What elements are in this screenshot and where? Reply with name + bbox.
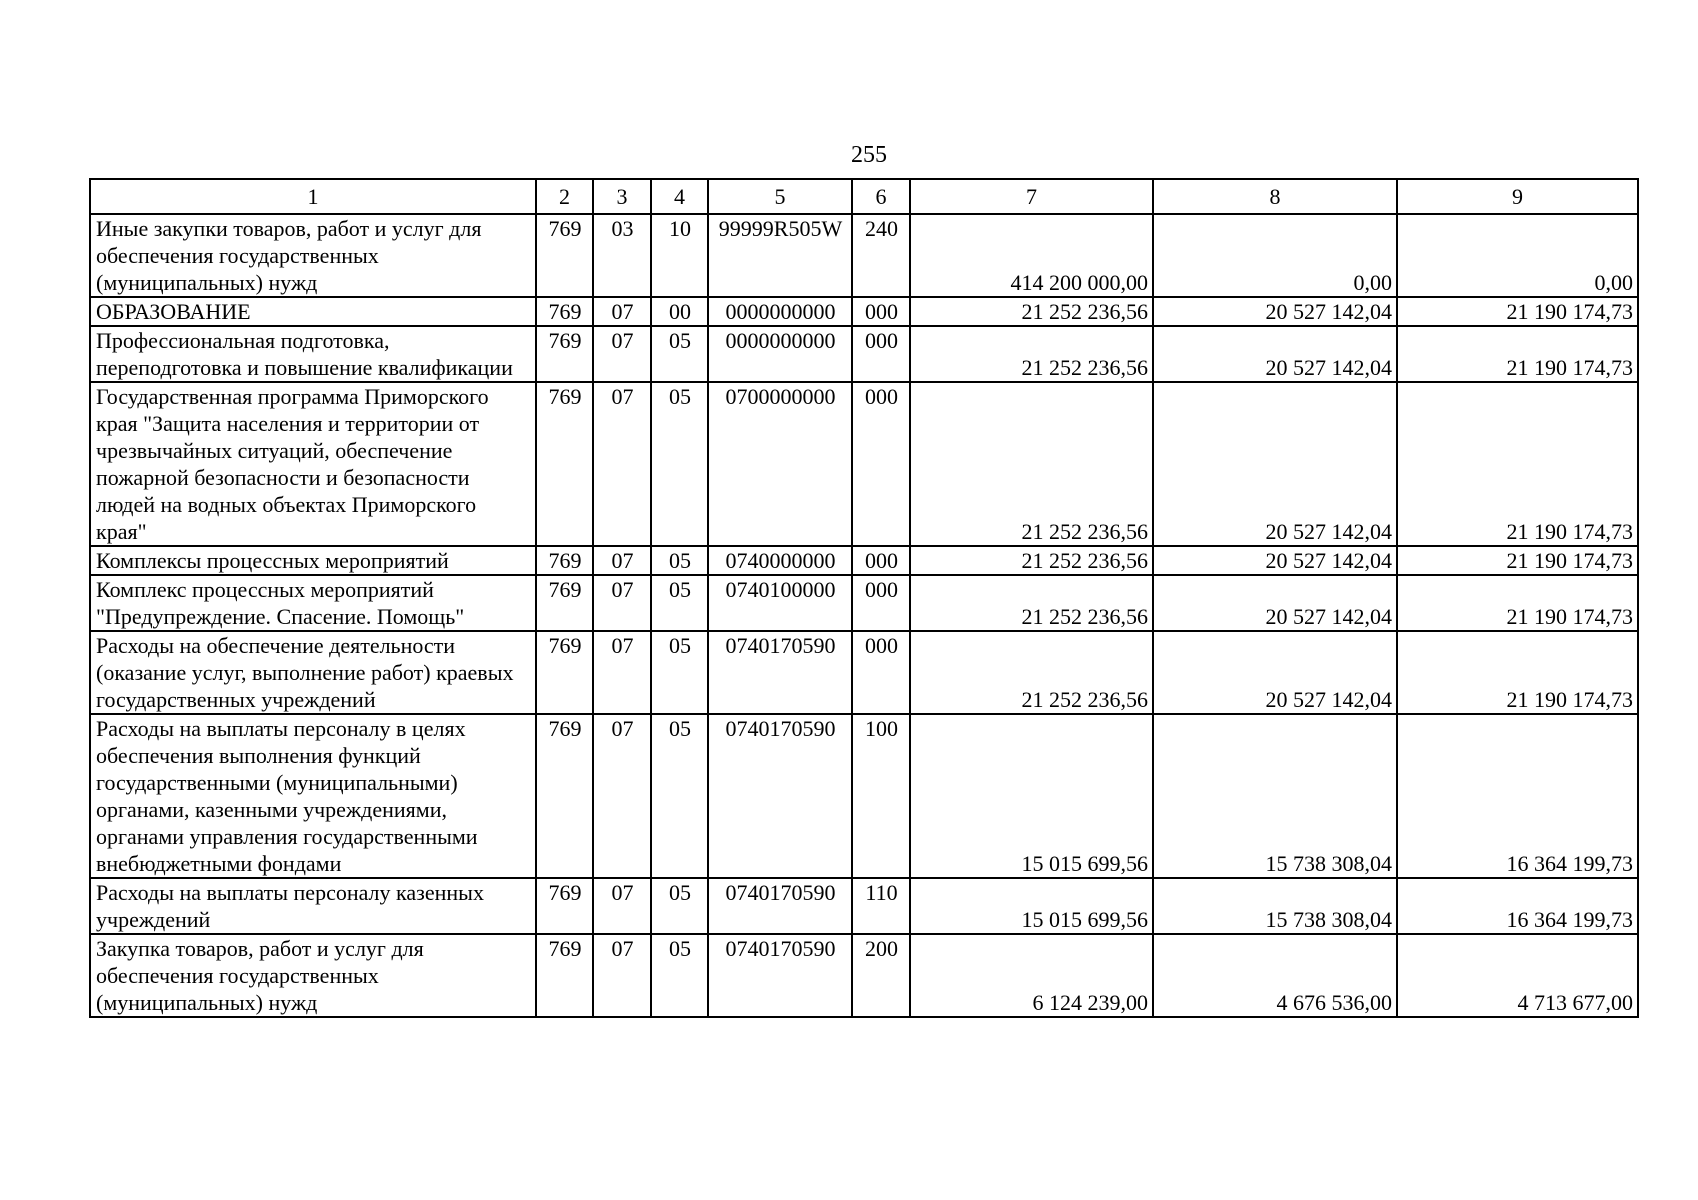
amount-col9-cell: 21 190 174,73 [1397, 546, 1638, 575]
subsection-code-cell: 10 [651, 214, 708, 297]
expense-type-cell: 000 [852, 382, 910, 546]
section-code-cell: 07 [593, 575, 651, 631]
admin-code-cell: 769 [536, 878, 593, 934]
column-header: 6 [852, 179, 910, 214]
amount-col8-cell: 20 527 142,04 [1153, 631, 1397, 714]
section-code-cell: 07 [593, 631, 651, 714]
row-name-cell: Профессиональная подготовка, переподготовка и повышение квалификации [90, 326, 536, 382]
section-code-cell: 07 [593, 714, 651, 878]
row-name-cell: Комплексы процессных мероприятий [90, 546, 536, 575]
subsection-code-cell: 05 [651, 878, 708, 934]
table-row [90, 214, 1638, 297]
amount-col9-cell: 4 713 677,00 [1397, 934, 1638, 1017]
amount-col8-cell: 4 676 536,00 [1153, 934, 1397, 1017]
amount-col9-cell: 16 364 199,73 [1397, 878, 1638, 934]
amount-col7-cell: 6 124 239,00 [910, 934, 1153, 1017]
section-code-cell: 07 [593, 326, 651, 382]
table-row [90, 878, 1638, 934]
target-article-cell: 0740170590 [708, 878, 852, 934]
target-article-cell: 0000000000 [708, 326, 852, 382]
admin-code-cell: 769 [536, 297, 593, 326]
column-header: 5 [708, 179, 852, 214]
row-name-cell: Комплекс процессных мероприятий "Предупреждение. Спасение. Помощь" [90, 575, 536, 631]
amount-col7-cell: 21 252 236,56 [910, 546, 1153, 575]
column-header: 2 [536, 179, 593, 214]
table-row [90, 326, 1638, 382]
amount-col7-cell: 21 252 236,56 [910, 575, 1153, 631]
table-row [90, 297, 1638, 326]
amount-col8-cell: 20 527 142,04 [1153, 575, 1397, 631]
amount-col8-cell: 0,00 [1153, 214, 1397, 297]
budget-table [89, 178, 1639, 1018]
target-article-cell: 0700000000 [708, 382, 852, 546]
amount-col8-cell: 15 738 308,04 [1153, 714, 1397, 878]
column-header: 3 [593, 179, 651, 214]
table-row [90, 546, 1638, 575]
row-name-cell: Расходы на обеспечение деятельности (оказание услуг, выполнение работ) краевых государственных учреждений [90, 631, 536, 714]
amount-col7-cell: 414 200 000,00 [910, 214, 1153, 297]
table-row [90, 631, 1638, 714]
table-row [90, 714, 1638, 878]
expense-type-cell: 200 [852, 934, 910, 1017]
row-name-cell: Расходы на выплаты персоналу в целях обеспечения выполнения функций государственными (муниципальными) органами, казенными учреждениями, органами управления государственными внебюджетными фондами [90, 714, 536, 878]
amount-col9-cell: 16 364 199,73 [1397, 714, 1638, 878]
expense-type-cell: 000 [852, 546, 910, 575]
amount-col9-cell: 0,00 [1397, 214, 1638, 297]
amount-col9-cell: 21 190 174,73 [1397, 326, 1638, 382]
column-header: 8 [1153, 179, 1397, 214]
column-header: 4 [651, 179, 708, 214]
expense-type-cell: 100 [852, 714, 910, 878]
amount-col7-cell: 21 252 236,56 [910, 631, 1153, 714]
table-row [90, 382, 1638, 546]
amount-col9-cell: 21 190 174,73 [1397, 575, 1638, 631]
subsection-code-cell: 05 [651, 934, 708, 1017]
section-code-cell: 07 [593, 382, 651, 546]
amount-col7-cell: 15 015 699,56 [910, 714, 1153, 878]
target-article-cell: 0740000000 [708, 546, 852, 575]
target-article-cell: 0740170590 [708, 714, 852, 878]
row-name-cell: Государственная программа Приморского края "Защита населения и территории от чрезвычайных ситуаций, обеспечение пожарной безопасности и безопасности людей на водных объектах Приморского края" [90, 382, 536, 546]
amount-col7-cell: 15 015 699,56 [910, 878, 1153, 934]
target-article-cell: 0740170590 [708, 631, 852, 714]
row-name-cell: Закупка товаров, работ и услуг для обеспечения государственных (муниципальных) нужд [90, 934, 536, 1017]
section-code-cell: 07 [593, 546, 651, 575]
subsection-code-cell: 05 [651, 382, 708, 546]
target-article-cell: 0740100000 [708, 575, 852, 631]
expense-type-cell: 000 [852, 297, 910, 326]
section-code-cell: 03 [593, 214, 651, 297]
header-row [90, 179, 1638, 214]
admin-code-cell: 769 [536, 326, 593, 382]
row-name-cell: ОБРАЗОВАНИЕ [90, 297, 536, 326]
column-header: 7 [910, 179, 1153, 214]
amount-col8-cell: 20 527 142,04 [1153, 326, 1397, 382]
expense-type-cell: 110 [852, 878, 910, 934]
amount-col7-cell: 21 252 236,56 [910, 297, 1153, 326]
column-header: 9 [1397, 179, 1638, 214]
amount-col7-cell: 21 252 236,56 [910, 382, 1153, 546]
section-code-cell: 07 [593, 934, 651, 1017]
subsection-code-cell: 05 [651, 631, 708, 714]
subsection-code-cell: 05 [651, 326, 708, 382]
row-name-cell: Иные закупки товаров, работ и услуг для обеспечения государственных (муниципальных) нужд [90, 214, 536, 297]
admin-code-cell: 769 [536, 934, 593, 1017]
expense-type-cell: 240 [852, 214, 910, 297]
admin-code-cell: 769 [536, 631, 593, 714]
expense-type-cell: 000 [852, 575, 910, 631]
admin-code-cell: 769 [536, 575, 593, 631]
amount-col9-cell: 21 190 174,73 [1397, 297, 1638, 326]
expense-type-cell: 000 [852, 326, 910, 382]
amount-col8-cell: 20 527 142,04 [1153, 382, 1397, 546]
subsection-code-cell: 05 [651, 546, 708, 575]
expense-type-cell: 000 [852, 631, 910, 714]
subsection-code-cell: 05 [651, 714, 708, 878]
column-header: 1 [90, 179, 536, 214]
target-article-cell: 99999R505W [708, 214, 852, 297]
subsection-code-cell: 00 [651, 297, 708, 326]
admin-code-cell: 769 [536, 382, 593, 546]
admin-code-cell: 769 [536, 214, 593, 297]
amount-col9-cell: 21 190 174,73 [1397, 382, 1638, 546]
target-article-cell: 0740170590 [708, 934, 852, 1017]
amount-col8-cell: 15 738 308,04 [1153, 878, 1397, 934]
table-row [90, 934, 1638, 1017]
section-code-cell: 07 [593, 297, 651, 326]
amount-col7-cell: 21 252 236,56 [910, 326, 1153, 382]
table-row [90, 575, 1638, 631]
admin-code-cell: 769 [536, 714, 593, 878]
target-article-cell: 0000000000 [708, 297, 852, 326]
amount-col9-cell: 21 190 174,73 [1397, 631, 1638, 714]
row-name-cell: Расходы на выплаты персоналу казенных учреждений [90, 878, 536, 934]
admin-code-cell: 769 [536, 546, 593, 575]
page-number: 255 [851, 142, 887, 168]
amount-col8-cell: 20 527 142,04 [1153, 546, 1397, 575]
section-code-cell: 07 [593, 878, 651, 934]
subsection-code-cell: 05 [651, 575, 708, 631]
amount-col8-cell: 20 527 142,04 [1153, 297, 1397, 326]
